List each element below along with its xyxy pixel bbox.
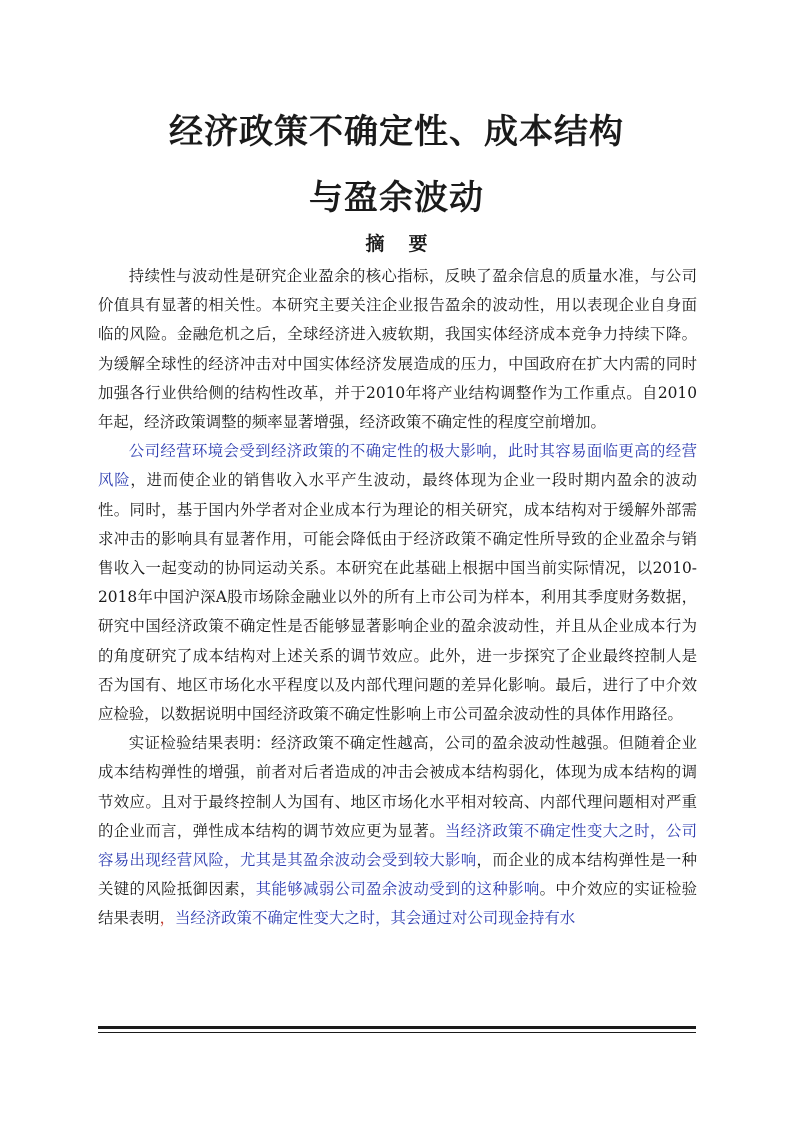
abstract-paragraph-1 [98, 262, 697, 437]
abstract-paragraph-3 [98, 729, 697, 933]
text-segment: ，进而使企业的销售收入水平产生波动，最终体现为企业一段时期内盈余的波动性。同时，基于国内外学者对企业成本行为理论的相关研究，成本结构对于缓解外部需求冲击的影响具有显著作用，可能会降低由于经济政策不确定性所导致的企业盈余与销售收入一起变动的协同运动关系。本研究在此基础上根据中国当前实际情况，以2010-2018年中国沪深A股市场除金融业以外的所有上市公司为样本，利用其季度财务数据，研究中国经济政策不确定性是否能够显著影响企业的盈余波动性，并且从企业成本行为的角度研究了成本结构对上述关系的调节效应。此外，进一步探究了企业最终控制人是否为国有、地区市场化水平程度以及内部代理问题的差异化影响。最后，进行了中介效应检验，以数据说明中国经济政策不确定性影响上市公司盈余波动性的具体作用路径。 [98, 471, 697, 724]
abstract-heading-char-1: 摘 [365, 233, 385, 255]
highlighted-text-segment: 当经济政策不确定性变大之时，其会通过对公司现金持有水 [174, 909, 576, 928]
text-segment: 持续性与波动性是研究企业盈余的核心指标，反映了盈余信息的质量水准，与公司价值具有显著的相关性。本研究主要关注企业报告盈余的波动性，用以表现企业自身面临的风险。金融危机之后，全球经济进入疲软期，我国实体经济成本竞争力持续下降。为缓解全球性的经济冲击对中国实体经济发展造成的压力，中国政府在扩大内需的同时加强各行业供给侧的结构性改革，并于2010年将产业结构调整作为工作重点。自2010年起，经济政策调整的频率显著增强，经济政策不确定性的程度空前增加。 [98, 267, 697, 432]
footer-rule-thin [98, 1032, 696, 1033]
text-segment: 实证检验结果表明：经济政策不确定性越高，公司的盈余波动性越强。但随着企业成本结构弹性的增强，前者对后者造成的冲击会被成本结构弱化，体现为成本结构的调节效应。且对于最终控制人为国有、地区市场化水平相对较高、内部代理问题相对严重的企业而言，弹性成本结构的调节效应更为显著。 [98, 734, 697, 840]
paper-title-line-2: 与盈余波动 [309, 178, 484, 218]
highlighted-punctuation: ， [159, 909, 175, 928]
abstract-body [98, 262, 697, 934]
abstract-paragraph-2 [98, 437, 697, 729]
text-segment: 。中介效应的实证检验结果表明 [98, 880, 697, 928]
text-segment: ，而企业的成本结构弹性是一种关键的风险抵御因素， [98, 851, 697, 899]
paper-title-line-1: 经济政策不确定性、成本结构 [169, 112, 624, 152]
highlighted-text-segment: 公司经营环境会受到经济政策的不确定性的极大影响，此时其容易面临更高的经营风险 [98, 442, 697, 490]
footer-rule-thick [98, 1026, 696, 1029]
abstract-heading-char-2: 要 [408, 233, 428, 255]
abstract-heading [0, 229, 793, 256]
highlighted-text-segment: 其能够减弱公司盈余波动受到的这种影响 [255, 880, 540, 899]
highlighted-text-segment: 当经济政策不确定性变大之时，公司容易出现经营风险，尤其是其盈余波动会受到较大影响 [98, 821, 697, 870]
